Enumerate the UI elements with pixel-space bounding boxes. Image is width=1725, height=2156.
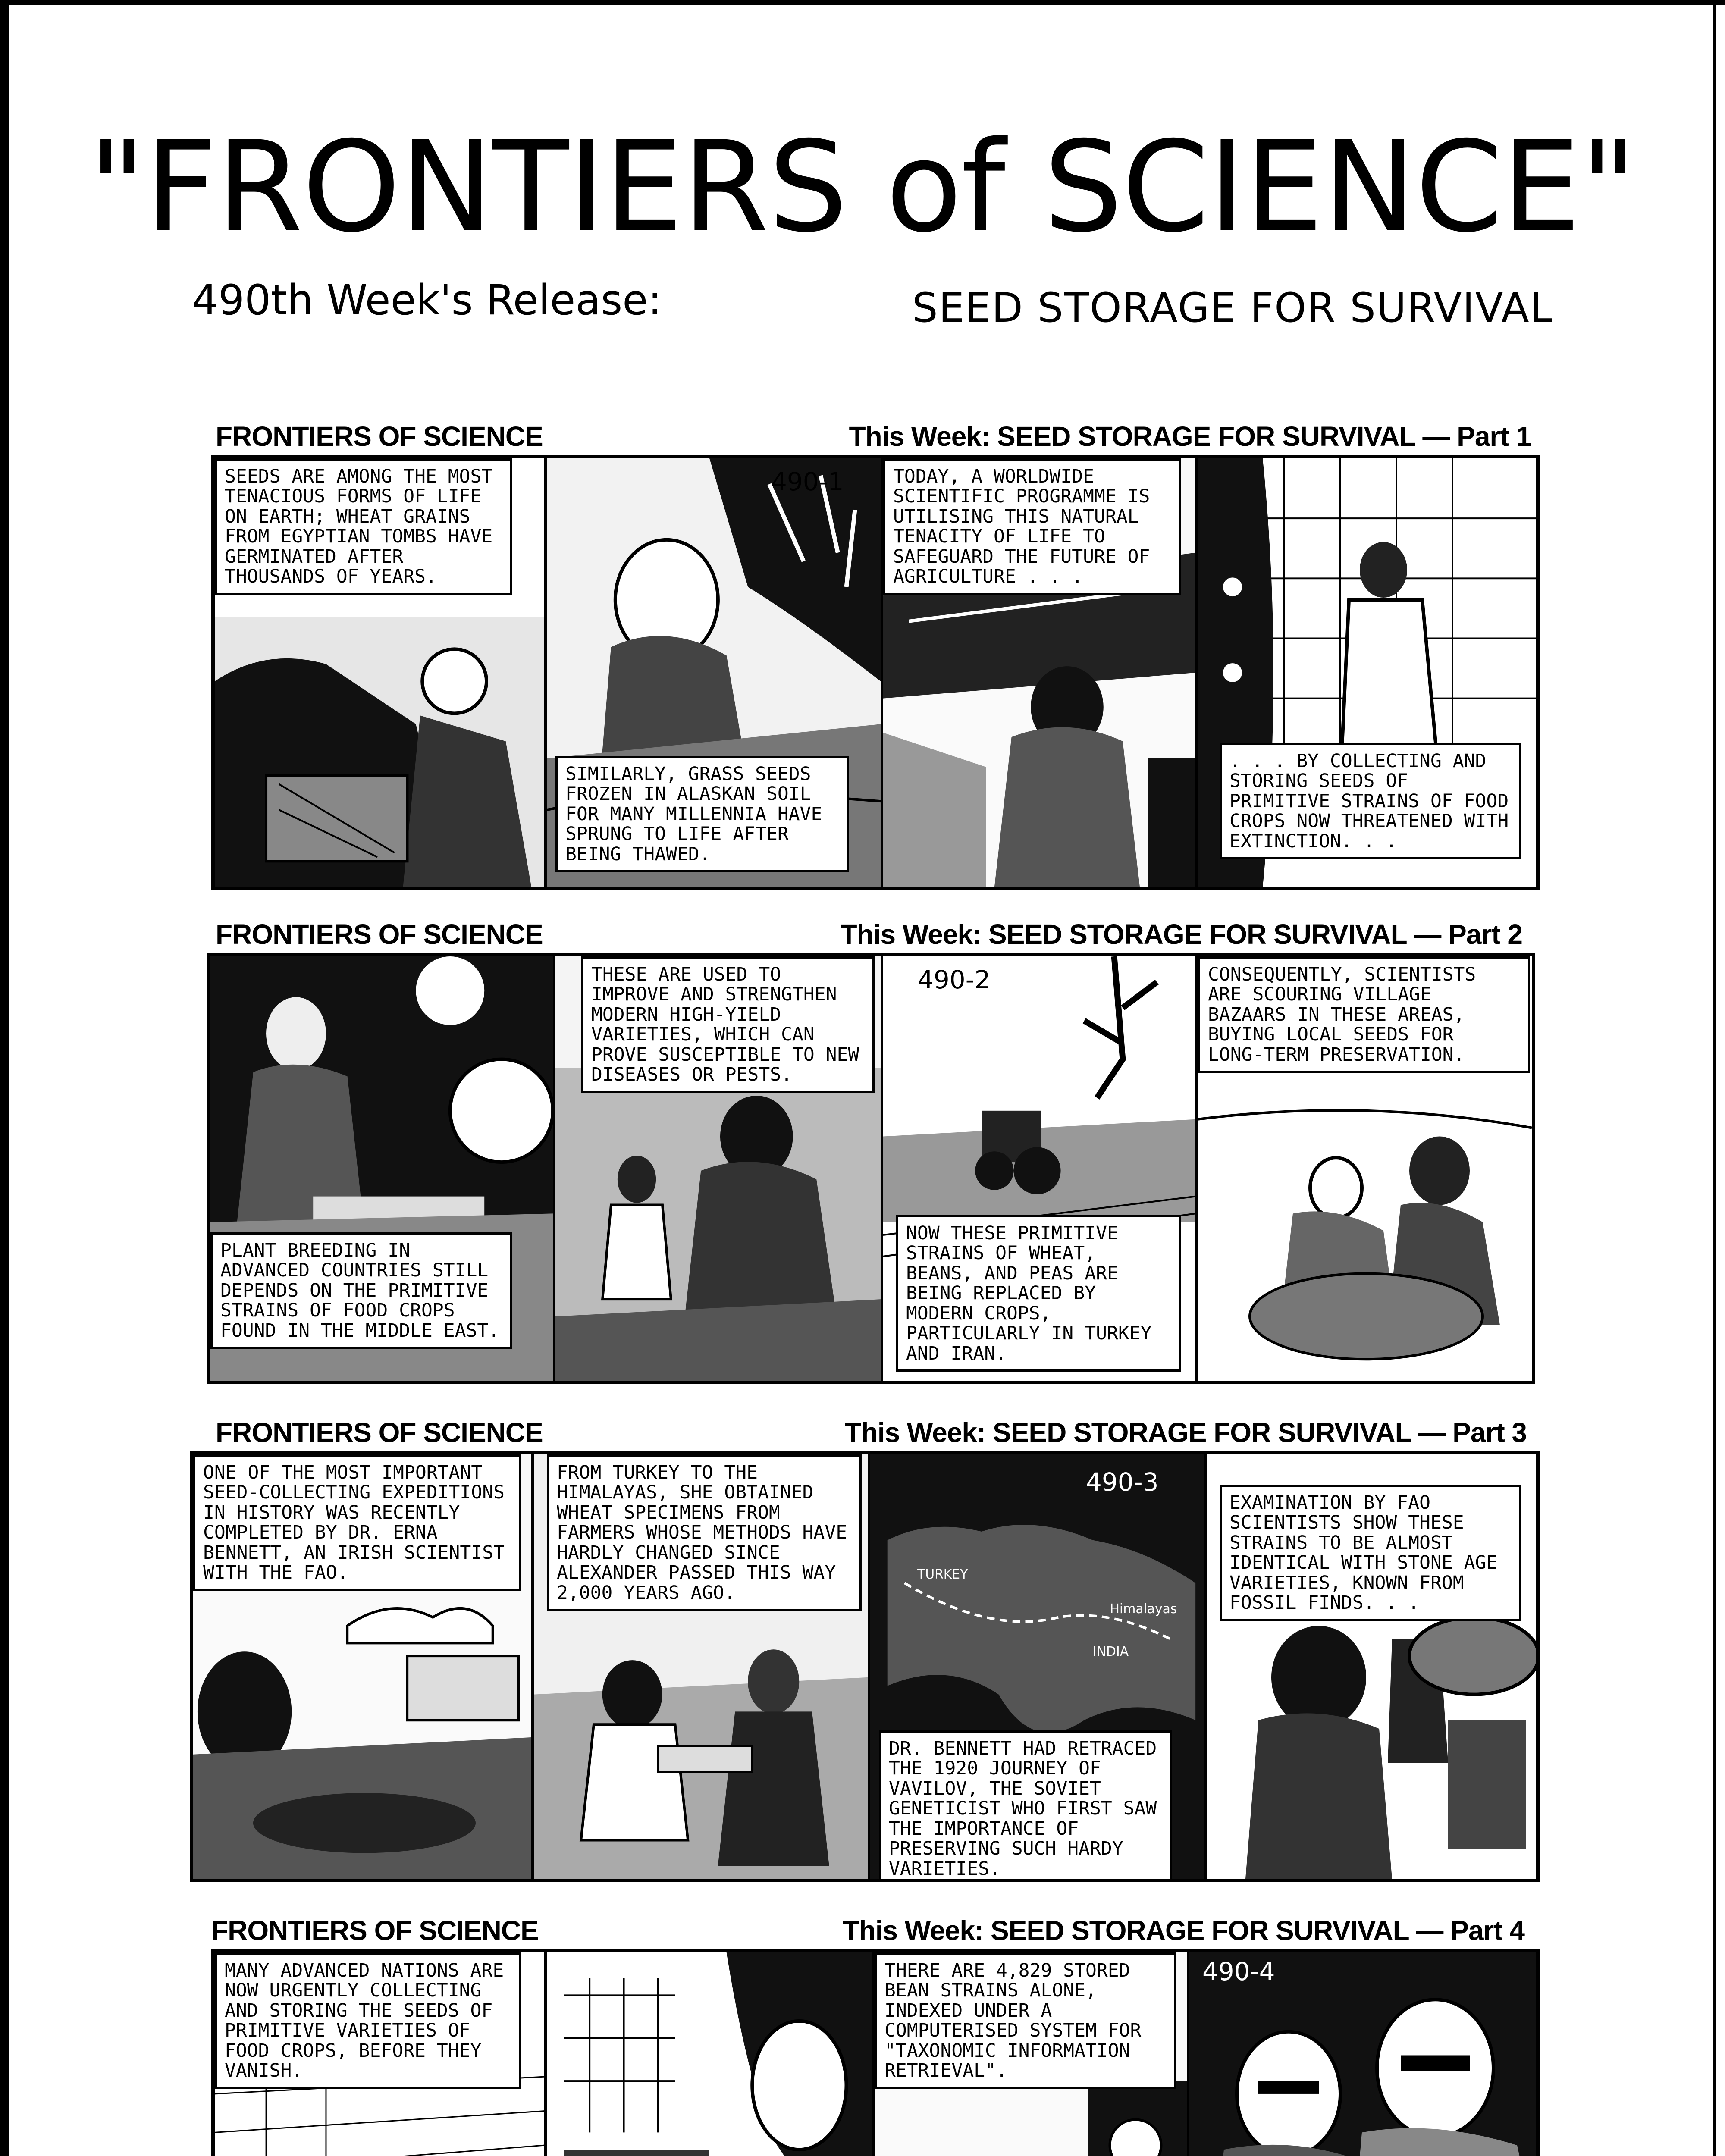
- comic-panel: [534, 1454, 870, 1879]
- comic-panel: [547, 1952, 875, 2156]
- strip-week-title: This Week: SEED STORAGE FOR SURVIVAL — Part 3: [844, 1417, 1527, 1448]
- comic-panel: [875, 1952, 1189, 2156]
- panel-caption: NOW THESE PRIMITIVE STRAINS OF WHEAT, BEANS, AND PEAS ARE BEING REPLACED BY MODERN CROPS, PARTICULARLY IN TURKEY AND IRAN.: [896, 1215, 1181, 1372]
- map-label-himalayas: Himalayas: [1110, 1601, 1177, 1617]
- panel-number: 490-1: [771, 467, 844, 496]
- strip-week-title: This Week: SEED STORAGE FOR SURVIVAL — Part 2: [840, 919, 1522, 950]
- comic-panel: [547, 458, 883, 887]
- top-edge-bar: [0, 0, 1725, 5]
- panel-caption: ONE OF THE MOST IMPORTANT SEED-COLLECTING EXPEDITIONS IN HISTORY WAS RECENTLY COMPLETED BY DR. ERNA BENNETT, AN IRISH SCIENTIST WITH THE FAO.: [193, 1454, 521, 1591]
- comic-strip-2: [207, 953, 1535, 1384]
- comic-panel: [555, 956, 883, 1381]
- strip-header: [216, 918, 1522, 953]
- panel-number: 490-4: [1202, 1957, 1275, 1986]
- comic-panel: [215, 458, 547, 887]
- release-label: 490th Week's Release:: [192, 276, 662, 324]
- comic-panel: [883, 956, 1198, 1381]
- map-label-turkey: TURKEY: [917, 1567, 968, 1583]
- panel-caption: SIMILARLY, GRASS SEEDS FROZEN IN ALASKAN SOIL FOR MANY MILLENNIA HAVE SPRUNG TO LIFE AFTER BEING THAWED.: [555, 756, 849, 872]
- comic-panel: [1198, 956, 1532, 1381]
- panel-caption: . . . BY COLLECTING AND STORING SEEDS OF PRIMITIVE STRAINS OF FOOD CROPS NOW THREATENED WITH EXTINCTION. . .: [1220, 743, 1521, 859]
- strip-series-title: FRONTIERS OF SCIENCE: [216, 919, 543, 950]
- strip-header: [216, 1416, 1527, 1451]
- panel-number: 490-3: [1086, 1467, 1159, 1497]
- panel-caption: FROM TURKEY TO THE HIMALAYAS, SHE OBTAINED WHEAT SPECIMENS FROM FARMERS WHOSE METHODS HAVE HARDLY CHANGED SINCE ALEXANDER PASSED THIS WAY 2,000 YEARS AGO.: [547, 1454, 862, 1611]
- comic-panel: [215, 1952, 547, 2156]
- panel-caption: THESE ARE USED TO IMPROVE AND STRENGTHEN MODERN HIGH-YIELD VARIETIES, WHICH CAN PROVE SUSCEPTIBLE TO NEW DISEASES OR PESTS.: [581, 956, 875, 1093]
- panel-caption: THERE ARE 4,829 STORED BEAN STRAINS ALONE, INDEXED UNDER A COMPUTERISED SYSTEM FOR "TAXONOMIC INFORMATION RETRIEVAL".: [875, 1952, 1176, 2089]
- comic-strip-4: [211, 1949, 1540, 2156]
- release-subject: SEED STORAGE FOR SURVIVAL: [912, 285, 1553, 332]
- panel-number: 490-2: [918, 965, 991, 994]
- comic-panel: [210, 956, 555, 1381]
- panel-caption: PLANT BREEDING IN ADVANCED COUNTRIES STILL DEPENDS ON THE PRIMITIVE STRAINS OF FOOD CROPS FOUND IN THE MIDDLE EAST.: [210, 1232, 512, 1349]
- panel-caption: TODAY, A WORLDWIDE SCIENTIFIC PROGRAMME IS UTILISING THIS NATURAL TENACITY OF LIFE TO SAFEGUARD THE FUTURE OF AGRICULTURE . . .: [883, 458, 1181, 595]
- panel-caption: SEEDS ARE AMONG THE MOST TENACIOUS FORMS OF LIFE ON EARTH; WHEAT GRAINS FROM EGYPTIAN TOMBS HAVE GERMINATED AFTER THOUSANDS OF YEARS.: [215, 458, 512, 595]
- strip-header: [211, 1915, 1524, 1949]
- panel-caption: DR. BENNETT HAD RETRACED THE 1920 JOURNEY OF VAVILOV, THE SOVIET GENETICIST WHO FIRST SAW THE IMPORTANCE OF PRESERVING SUCH HARDY VARIETIES.: [879, 1730, 1172, 1879]
- strip-series-title: FRONTIERS OF SCIENCE: [216, 421, 543, 452]
- comic-strip-1: [211, 455, 1540, 890]
- strip-series-title: FRONTIERS OF SCIENCE: [216, 1417, 543, 1448]
- panel-caption: EXAMINATION BY FAO SCIENTISTS SHOW THESE STRAINS TO BE ALMOST IDENTICAL WITH STONE AGE VARIETIES, KNOWN FROM FOSSIL FINDS. . .: [1220, 1485, 1521, 1621]
- panel-caption: CONSEQUENTLY, SCIENTISTS ARE SCOURING VILLAGE BAZAARS IN THESE AREAS, BUYING LOCAL SEEDS FOR LONG-TERM PRESERVATION.: [1198, 956, 1530, 1073]
- comic-panel: [1189, 1952, 1536, 2156]
- strip-week-title: This Week: SEED STORAGE FOR SURVIVAL — Part 1: [849, 421, 1531, 452]
- panel-caption: MANY ADVANCED NATIONS ARE NOW URGENTLY COLLECTING AND STORING THE SEEDS OF PRIMITIVE VARIETIES OF FOOD CROPS, BEFORE THEY VANISH.: [215, 1952, 521, 2089]
- comic-strip-3: [190, 1451, 1540, 1882]
- strip-week-title: This Week: SEED STORAGE FOR SURVIVAL — Part 4: [842, 1915, 1524, 1946]
- comic-panel: [193, 1454, 534, 1879]
- strip-header: [216, 420, 1531, 455]
- comic-panel: [883, 458, 1198, 887]
- strip-series-title: FRONTIERS OF SCIENCE: [211, 1915, 539, 1946]
- right-edge-bar: [1713, 0, 1716, 2156]
- page-title: "FRONTIERS of SCIENCE": [88, 115, 1637, 260]
- left-edge-bar: [0, 0, 9, 2156]
- comic-panel: [870, 1454, 1207, 1879]
- map-label-india: INDIA: [1093, 1644, 1129, 1660]
- panel-illustration: [547, 1952, 872, 2156]
- comic-panel: [1198, 458, 1536, 887]
- comic-panel: [1207, 1454, 1536, 1879]
